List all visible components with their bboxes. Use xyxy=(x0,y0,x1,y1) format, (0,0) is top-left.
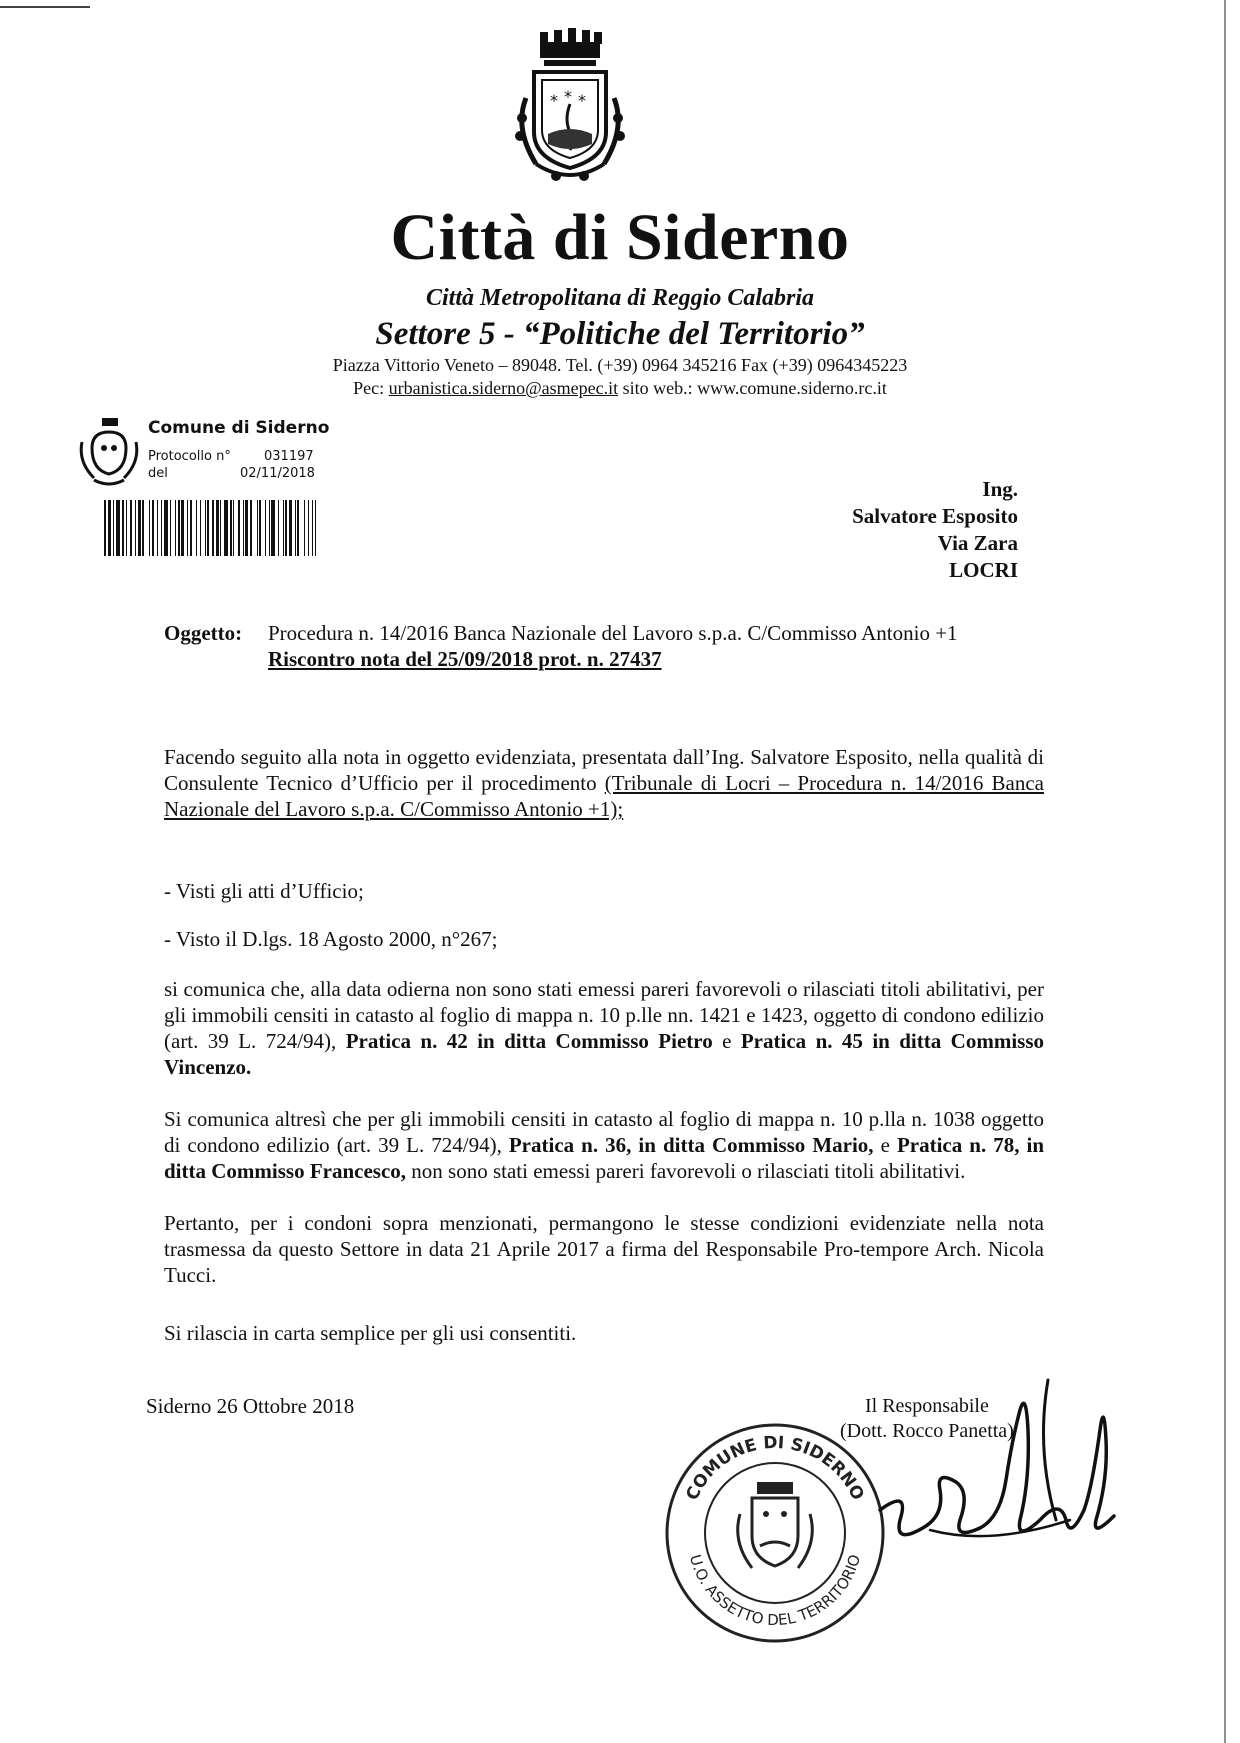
barcode-bar xyxy=(149,500,150,556)
barcode-bar xyxy=(138,500,141,556)
city-title: Città di Siderno xyxy=(390,201,850,274)
practice-42: Pratica n. 42 in ditta Commisso Pietro xyxy=(345,1029,713,1053)
barcode-bar xyxy=(130,500,132,556)
barcode-bar xyxy=(190,500,192,556)
metropolitan-subtitle: Città Metropolitana di Reggio Calabria xyxy=(425,285,815,311)
city-coat-of-arms-icon xyxy=(496,28,644,186)
barcode-bar xyxy=(312,500,313,556)
pec-line xyxy=(0,377,1240,400)
barcode-bar xyxy=(205,500,206,556)
barcode-bar xyxy=(233,500,234,556)
barcode-bar xyxy=(285,500,287,556)
barcode-bar xyxy=(304,500,305,556)
protocol-number-row xyxy=(148,448,329,465)
barcode-bar xyxy=(178,500,180,556)
handwritten-signature xyxy=(870,1370,1130,1580)
scan-edge-mark xyxy=(0,6,90,8)
practice-45: Pratica n. 45 in ditta Commisso Vincenzo. xyxy=(164,1029,1045,1079)
barcode-bar xyxy=(116,500,120,556)
paragraph-visto: - Visto il D.lgs. 18 Agosto 2000, n°267; xyxy=(164,927,498,951)
communication-and: e xyxy=(712,1029,741,1053)
barcode-bar xyxy=(271,500,275,556)
barcode-bar xyxy=(259,500,261,556)
intro-procedure: (Tribunale di Locri – Procedura n. 14/2016 Banca Nazionale del Lavoro s.p.a. C/Commisso Antonio +1); xyxy=(164,771,1044,821)
barcode-bar xyxy=(283,500,284,556)
protocol-date: 02/11/2018 xyxy=(240,466,315,481)
subject-text: Procedura n. 14/2016 Banca Nazionale del Lavoro s.p.a. C/Commisso Antonio +1 xyxy=(268,621,958,645)
barcode-bar xyxy=(265,500,266,556)
barcode-bar xyxy=(308,500,309,556)
barcode-bar xyxy=(108,500,111,556)
subject-reference: Riscontro nota del 25/09/2018 prot. n. 27437 xyxy=(268,647,662,671)
protocol-barcode xyxy=(104,500,316,556)
barcode-bar xyxy=(257,500,258,556)
department-title: Settore 5 - “Politiche del Territorio” xyxy=(375,316,865,352)
signatory-role: Il Responsabile xyxy=(864,1395,989,1417)
protocol-date-row xyxy=(148,465,329,482)
stamp-top-text: COMUNE DI SIDERNO xyxy=(682,1432,868,1504)
barcode-bar xyxy=(250,500,252,556)
barcode-bar xyxy=(216,500,219,556)
practice-36: Pratica n. 36, in ditta Commisso Mario, xyxy=(508,1133,874,1157)
barcode-bar xyxy=(175,500,176,556)
protocol-date-label: del xyxy=(148,466,168,481)
additional-and: e xyxy=(873,1133,897,1157)
recipient-title: Ing. xyxy=(982,477,1018,501)
barcode-bar xyxy=(220,500,221,556)
barcode-bar xyxy=(152,500,154,556)
paragraph-additional xyxy=(164,1106,1044,1184)
recipient-street: Via Zara xyxy=(937,531,1018,555)
protocol-number: 031197 xyxy=(264,449,314,464)
barcode-bar xyxy=(243,500,244,556)
paragraph-visti: - Visti gli atti d’Ufficio; xyxy=(164,879,364,903)
barcode-bar xyxy=(196,500,197,556)
barcode-bar xyxy=(113,500,114,556)
website: sito web.: www.comune.siderno.rc.it xyxy=(622,378,887,398)
barcode-bar xyxy=(238,500,240,556)
barcode-bar xyxy=(315,500,316,556)
signatory-name: (Dott. Rocco Panetta) xyxy=(840,1420,1014,1442)
barcode-bar xyxy=(224,500,228,556)
communication-text: si comunica che, alla data odierna non sono stati emessi pareri favorevoli o rilasciati titoli abilitativi, per gli immobili censiti in catasto al foglio di mappa n. 10 p.lle nn. 1421 e 1423, oggetto di condono edilizio (art. 39 L. 724/94), xyxy=(164,977,1044,1053)
subject-label: Oggetto: xyxy=(164,621,243,645)
barcode-bar xyxy=(181,500,184,556)
contact-block xyxy=(0,354,1240,400)
paragraph-closing: Si rilascia in carta semplice per gli usi consentiti. xyxy=(164,1321,577,1345)
protocol-number-label: Protocollo n° xyxy=(148,449,231,464)
barcode-bar xyxy=(278,500,279,556)
additional-text: Si comunica altresì che per gli immobili censiti in catasto al foglio di mappa n. 10 p.lla n. 1038 oggetto di condono edilizio (art. 39 L. 724/94), xyxy=(164,1107,1044,1157)
paragraph-conditions: Pertanto, per i condoni sopra menzionati, permangono le stesse condizioni evidenziate nella nota trasmessa da questo Settore in data 21 Aprile 2017 a firma del Responsabile Pro-tempore Arch. Nicola Tucci. xyxy=(164,1211,1044,1287)
pec-email-link[interactable]: urbanistica.siderno@asmepec.it xyxy=(388,378,619,398)
protocol-block xyxy=(148,418,329,482)
svg-text:*: * xyxy=(550,91,558,110)
stamp-bottom-text: U.O. ASSETTO DEL TERRITORIO xyxy=(685,1552,865,1630)
barcode-bar xyxy=(212,500,214,556)
barcode-bar xyxy=(157,500,158,556)
protocol-office: Comune di Siderno xyxy=(148,418,330,438)
barcode-bar xyxy=(187,500,188,556)
barcode-bar xyxy=(126,500,127,556)
barcode-bar xyxy=(297,500,299,556)
barcode-bar xyxy=(245,500,248,556)
barcode-bar xyxy=(142,500,144,556)
protocol-seal-icon xyxy=(78,418,140,488)
barcode-bar xyxy=(200,500,201,556)
recipient-city: LOCRI xyxy=(949,558,1018,582)
office-stamp-icon xyxy=(660,1418,890,1648)
barcode-bar xyxy=(104,500,106,556)
intro-text: Facendo seguito alla nota in oggetto evidenziata, presentata dall’Ing. Salvatore Esposito, nella qualità di Consulente Tecnico d’Ufficio per il procedimento xyxy=(164,745,1044,795)
paragraph-communication xyxy=(164,976,1044,1080)
address-line: Piazza Vittorio Veneto – 89048. Tel. (+39) 0964 345216 Fax (+39) 0964345223 xyxy=(332,355,908,375)
barcode-bar xyxy=(269,500,270,556)
svg-text:*: * xyxy=(564,87,572,106)
paragraph-intro xyxy=(164,744,1044,822)
additional-end: non sono stati emessi pareri favorevoli o rilasciati titoli abilitativi. xyxy=(406,1159,966,1183)
barcode-bar xyxy=(135,500,136,556)
barcode-bar xyxy=(295,500,296,556)
practice-78: Pratica n. 78, in ditta Commisso Francesco, xyxy=(164,1133,1045,1183)
pec-label: Pec: xyxy=(353,378,385,398)
barcode-bar xyxy=(164,500,168,556)
barcode-bar xyxy=(161,500,162,556)
barcode-bar xyxy=(230,500,232,556)
recipient-name: Salvatore Esposito xyxy=(852,504,1018,528)
svg-text:*: * xyxy=(578,91,586,110)
recipient-block xyxy=(852,476,1018,584)
barcode-bar xyxy=(170,500,171,556)
barcode-bar xyxy=(122,500,124,556)
barcode-bar xyxy=(289,500,292,556)
subject-block xyxy=(164,620,1044,672)
place-and-date: Siderno 26 Ottobre 2018 xyxy=(146,1394,355,1418)
barcode-bar xyxy=(207,500,209,556)
